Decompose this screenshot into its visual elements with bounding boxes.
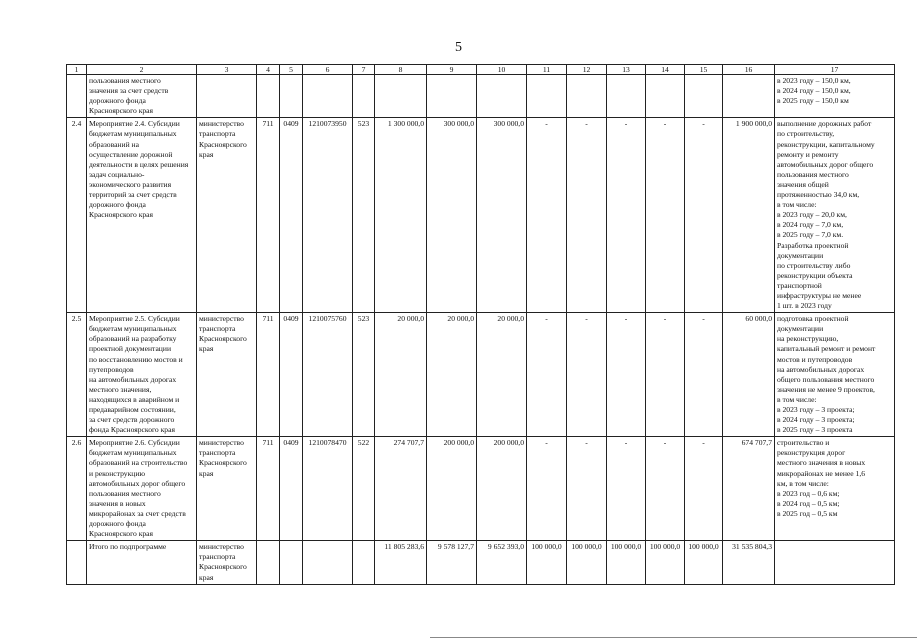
table-cell (303, 437, 353, 541)
table-cell (280, 313, 303, 437)
cell-text-line: бюджетам муниципальных (89, 129, 177, 139)
cell-text-line: пользования местного (89, 488, 161, 498)
cell-text-line: 100 000,0 (571, 542, 602, 552)
table-cell (280, 75, 303, 118)
cell-text-line: в 2024 год – 0,5 км; (777, 498, 840, 508)
column-header: 12 (567, 65, 607, 75)
cell-text-line: реконструкции, капитальному (777, 139, 875, 149)
cell-text-line: Красноярского края (89, 529, 154, 539)
table-cell (375, 75, 427, 118)
cell-text-line: - (545, 119, 548, 129)
table-cell (723, 118, 775, 313)
table-cell (685, 313, 723, 437)
cell-text-line: Красноярского края (89, 106, 154, 116)
cell-text-line: Красноярского (199, 562, 247, 572)
cell-text-line: микрорайонах не менее 1,6 (777, 468, 866, 478)
table-cell (427, 118, 477, 313)
table-cell (607, 75, 646, 118)
table-cell (67, 541, 87, 585)
table-cell (685, 118, 723, 313)
cell-text-line: пользования местного (89, 76, 161, 85)
table-cell (87, 118, 197, 313)
cell-text-line: 200 000,0 (443, 438, 474, 448)
cell-text-line: 2.4 (71, 119, 82, 129)
table-cell (353, 437, 375, 541)
cell-text-line: образований на (89, 139, 139, 149)
cell-text-line: 300 000,0 (493, 119, 524, 129)
table-cell (303, 118, 353, 313)
table-cell (527, 541, 567, 585)
cell-text-line: на автомобильных дорогах (777, 364, 865, 374)
cell-text-line: 0409 (283, 438, 299, 448)
table-cell (87, 541, 197, 585)
table-cell (646, 75, 685, 118)
cell-text-line: - (624, 438, 628, 448)
table-cell (427, 541, 477, 585)
table-cell (646, 437, 685, 541)
table-cell (87, 437, 197, 541)
cell-text-line: общего пользования местного (777, 374, 875, 384)
table-cell (197, 437, 257, 541)
table-cell (477, 313, 527, 437)
cell-text-line: подготовка проектной (777, 314, 849, 324)
cell-text-line: микрорайонах за счет средств (89, 508, 186, 518)
cell-text-line: документации (777, 324, 824, 334)
cell-text-line: 300 000,0 (443, 119, 474, 129)
cell-text-line: края (199, 468, 214, 478)
cell-text-line: выполнение дорожных работ (777, 119, 872, 129)
cell-text-line: и реконструкцию (89, 468, 146, 478)
cell-text-line: значения в новых (89, 498, 146, 508)
cell-text-line: проектной документации (89, 344, 172, 354)
cell-text-line: образований на разработку (89, 334, 177, 344)
table-cell (477, 437, 527, 541)
cell-text-line: 2.6 (71, 438, 82, 448)
cell-text-line: 20 000,0 (447, 314, 474, 324)
cell-text-line: 100 000,0 (610, 542, 642, 552)
table-cell (685, 75, 723, 118)
table-cell (477, 118, 527, 313)
cell-text-line: - (702, 438, 705, 448)
cell-text-line: 60 000,0 (745, 314, 772, 324)
table-cell (775, 313, 895, 437)
cell-text-line: в том числе: (777, 200, 817, 210)
cell-text-line: км, в том числе: (777, 478, 829, 488)
cell-text-line: 711 (262, 119, 274, 129)
cell-text-line: 1210078470 (308, 438, 347, 448)
table-cell (67, 75, 87, 118)
cell-text-line: 1 300 000,0 (387, 119, 424, 129)
cell-text-line: дорожного фонда (89, 96, 146, 106)
page-number: 5 (455, 40, 462, 55)
cell-text-line: - (585, 314, 588, 324)
table-row (67, 437, 895, 541)
table-cell (353, 313, 375, 437)
table-cell (197, 75, 257, 118)
cell-text-line: 274 707,7 (393, 438, 424, 448)
cell-text-line: - (663, 314, 667, 324)
cell-text-line: в 2023 году – 20,0 км, (777, 210, 847, 220)
cell-text-line: экономического развития (89, 179, 172, 189)
table-cell (375, 437, 427, 541)
cell-text-line: в 2024 году – 3 проекта; (777, 415, 855, 425)
column-header: 9 (427, 65, 477, 75)
cell-text-line: за счет средств дорожного (89, 415, 175, 425)
table-cell (527, 118, 567, 313)
cell-text-line: реконструкции объекта (777, 270, 853, 280)
cell-text-line: - (702, 119, 705, 129)
table-cell (775, 541, 895, 585)
cell-text-line: 522 (357, 438, 370, 448)
cell-text-line: автомобильных дорог общего (89, 478, 186, 488)
column-header: 15 (685, 65, 723, 75)
table-cell (567, 75, 607, 118)
cell-text-line: в 2023 году – 3 проекта; (777, 405, 855, 414)
cell-text-line: местного значения, (89, 384, 152, 394)
table-cell (607, 118, 646, 313)
page-edge-line (430, 637, 917, 638)
column-header: 8 (375, 65, 427, 75)
cell-text-line: 100 000,0 (688, 542, 719, 552)
table-cell (607, 313, 646, 437)
cell-text-line: осуществление дорожной (89, 149, 173, 159)
cell-text-line: протяженностью 34,0 км, (777, 190, 860, 200)
cell-text-line: Итого по подпрограмме (89, 542, 167, 552)
cell-text-line: транспорта (199, 324, 236, 334)
table-cell (427, 437, 477, 541)
cell-text-line: 20 000,0 (497, 314, 524, 324)
cell-text-line: мостов и путепроводов (777, 354, 853, 364)
table-row (67, 313, 895, 437)
cell-text-line: инфраструктуры не менее (777, 290, 862, 300)
table-cell (527, 75, 567, 118)
cell-text-line: 100 000,0 (531, 542, 562, 552)
table-cell (567, 541, 607, 585)
cell-text-line: в 2024 году – 7,0 км, (777, 220, 844, 230)
table-cell (257, 541, 280, 585)
table-cell (646, 313, 685, 437)
cell-text-line: Мероприятие 2.4. Субсидии (89, 119, 180, 129)
column-header: 4 (257, 65, 280, 75)
table-cell (257, 437, 280, 541)
table-cell (303, 75, 353, 118)
table-cell (427, 75, 477, 118)
cell-text-line: в 2023 год – 0,6 км; (777, 488, 840, 498)
cell-text-line: предаварийном состоянии, (89, 405, 176, 414)
table-cell (375, 541, 427, 585)
table-cell (87, 313, 197, 437)
cell-text-line: 31 535 804,3 (732, 542, 772, 552)
cell-text-line: на реконструкцию, (777, 334, 839, 344)
table-cell (685, 541, 723, 585)
table-cell (67, 313, 87, 437)
cell-text-line: края (199, 572, 214, 582)
cell-text-line: 1 900 000,0 (735, 119, 772, 129)
table-cell (257, 118, 280, 313)
table-cell (607, 437, 646, 541)
table-cell (353, 75, 375, 118)
table-row (67, 118, 895, 313)
cell-text-line: по строительству либо (777, 260, 851, 270)
table-cell (775, 437, 895, 541)
cell-text-line: Разработка проектной (777, 240, 849, 250)
table-cell (607, 541, 646, 585)
cell-text-line: Красноярского (199, 139, 247, 149)
cell-text-line: бюджетам муниципальных (89, 324, 177, 334)
table-cell (375, 313, 427, 437)
cell-text-line: транспорта (199, 448, 236, 458)
table-cell (685, 437, 723, 541)
cell-text-line: 11 805 283,6 (384, 542, 424, 552)
cell-text-line: - (624, 119, 628, 129)
table-cell (427, 313, 477, 437)
header-row (67, 65, 895, 75)
cell-text-line: транспортной (777, 280, 822, 290)
table-cell (303, 313, 353, 437)
cell-text-line: транспорта (199, 552, 236, 562)
table-cell (257, 75, 280, 118)
cell-text-line: 523 (357, 119, 370, 129)
table-cell (257, 313, 280, 437)
column-header: 13 (607, 65, 646, 75)
cell-text-line: значения не менее 9 проектов, (777, 384, 875, 394)
cell-text-line: в 2024 году – 150,0 км, (777, 86, 851, 96)
cell-text-line: 9 652 393,0 (487, 542, 524, 552)
column-header: 14 (646, 65, 685, 75)
table-cell (67, 118, 87, 313)
cell-text-line: строительство и (777, 438, 830, 448)
cell-text-line: в 2025 году – 150,0 км (777, 96, 849, 106)
table-cell (280, 118, 303, 313)
cell-text-line: деятельности в целях решения (89, 159, 189, 169)
table-cell (775, 75, 895, 118)
table-row (67, 541, 895, 585)
table-cell (303, 541, 353, 585)
cell-text-line: находящихся в аварийном и (89, 394, 180, 404)
cell-text-line: дорожного фонда (89, 519, 146, 529)
cell-text-line: 0409 (283, 314, 299, 324)
cell-text-line: министерство (199, 119, 244, 129)
cell-text-line: - (663, 438, 667, 448)
cell-text-line: Красноярского края (89, 210, 154, 220)
cell-text-line: 1210073950 (308, 119, 347, 129)
cell-text-line: - (663, 119, 667, 129)
column-header: 11 (527, 65, 567, 75)
table-cell (353, 541, 375, 585)
cell-text-line: капитальный ремонт и ремонт (777, 344, 876, 354)
cell-text-line: по строительству, (777, 129, 835, 139)
cell-text-line: пользования местного (777, 169, 849, 179)
cell-text-line: задач социально- (89, 169, 145, 179)
table-cell (197, 313, 257, 437)
cell-text-line: министерство (199, 438, 244, 448)
cell-text-line: 711 (262, 314, 274, 324)
cell-text-line: министерство (199, 314, 244, 324)
table-cell (646, 541, 685, 585)
cell-text-line: документации (777, 250, 824, 260)
cell-text-line: 674 707,7 (741, 438, 772, 448)
table-cell (197, 118, 257, 313)
table-cell (477, 75, 527, 118)
column-header: 5 (280, 65, 303, 75)
cell-text-line: автомобильных дорог общего (777, 159, 874, 169)
cell-text-line: дорожного фонда (89, 200, 146, 210)
column-header: 10 (477, 65, 527, 75)
cell-text-line: в 2025 году – 7,0 км. (777, 230, 844, 240)
table-cell (87, 75, 197, 118)
cell-text-line: в том числе: (777, 394, 817, 404)
table-cell (723, 437, 775, 541)
cell-text-line: 1210075760 (308, 314, 347, 324)
cell-text-line: образований на строительство (89, 458, 188, 468)
cell-text-line: значения общей (777, 179, 829, 189)
cell-text-line: территорий за счет средств (89, 190, 177, 200)
cell-text-line: - (585, 438, 588, 448)
table-cell (567, 437, 607, 541)
cell-text-line: на автомобильных дорогах (89, 374, 177, 384)
cell-text-line: в 2023 году – 150,0 км, (777, 76, 851, 85)
column-header: 17 (775, 65, 895, 75)
cell-text-line: по восстановлению мостов и (89, 354, 183, 364)
column-header: 16 (723, 65, 775, 75)
table-cell (723, 541, 775, 585)
cell-text-line: 1 шт. в 2023 году (777, 301, 832, 311)
cell-text-line: реконструкция дорог (777, 448, 846, 458)
cell-text-line: - (702, 314, 705, 324)
table-cell (723, 75, 775, 118)
table-cell (67, 437, 87, 541)
cell-text-line: местного значения в новых (777, 458, 866, 468)
table-cell (280, 541, 303, 585)
cell-text-line: - (624, 314, 628, 324)
cell-text-line: 100 000,0 (649, 542, 681, 552)
cell-text-line: - (585, 119, 588, 129)
cell-text-line: - (545, 314, 548, 324)
cell-text-line: - (545, 438, 548, 448)
table-cell (280, 437, 303, 541)
cell-text-line: 2.5 (71, 314, 82, 324)
table-cell (723, 313, 775, 437)
cell-text-line: края (199, 149, 214, 159)
column-header: 6 (303, 65, 353, 75)
table-cell (646, 118, 685, 313)
cell-text-line: Красноярского (199, 334, 247, 344)
cell-text-line: транспорта (199, 129, 236, 139)
cell-text-line: фонда Красноярского края (89, 425, 175, 435)
table-cell (775, 118, 895, 313)
cell-text-line: бюджетам муниципальных (89, 448, 177, 458)
table-row (67, 75, 895, 118)
cell-text-line: 200 000,0 (493, 438, 524, 448)
cell-text-line: в 2025 году – 3 проекта (777, 425, 853, 435)
cell-text-line: 0409 (283, 119, 299, 129)
cell-text-line: в 2025 год – 0,5 км (777, 508, 838, 518)
cell-text-line: Мероприятие 2.5. Субсидии (89, 314, 180, 324)
subprogram-table (66, 64, 895, 585)
column-header: 3 (197, 65, 257, 75)
cell-text-line: края (199, 344, 214, 354)
table-cell (527, 313, 567, 437)
cell-text-line: значения за счет средств (89, 86, 169, 96)
column-header: 2 (87, 65, 197, 75)
cell-text-line: 20 000,0 (397, 314, 424, 324)
cell-text-line: Мероприятие 2.6. Субсидии (89, 438, 180, 448)
table-cell (353, 118, 375, 313)
cell-text-line: 711 (262, 438, 274, 448)
column-header: 7 (353, 65, 375, 75)
column-header: 1 (67, 65, 87, 75)
table-cell (527, 437, 567, 541)
table-cell (375, 118, 427, 313)
table-cell (197, 541, 257, 585)
table-cell (477, 541, 527, 585)
table-cell (567, 313, 607, 437)
cell-text-line: министерство (199, 542, 244, 552)
cell-text-line: 523 (357, 314, 370, 324)
table-cell (567, 118, 607, 313)
cell-text-line: ремонту и ремонту (777, 149, 839, 159)
cell-text-line: путепроводов (89, 364, 134, 374)
cell-text-line: Красноярского (199, 458, 247, 468)
cell-text-line: 9 578 127,7 (437, 542, 474, 552)
